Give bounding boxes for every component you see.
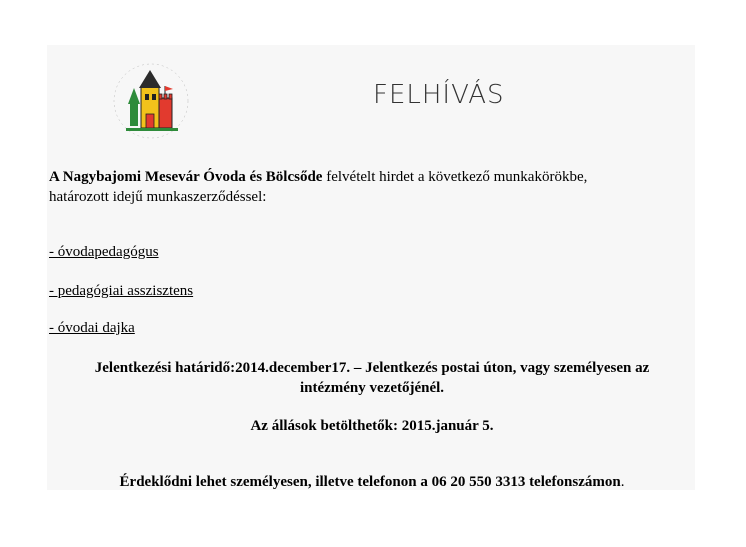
contact-period: . (620, 474, 625, 490)
position-item-dajka: - óvodai dajka (49, 320, 135, 336)
intro-text-2: határozott idejű munkaszerződéssel: (49, 189, 267, 205)
intro-paragraph (49, 167, 689, 207)
deadline-line-1: Jelentkezési határidő:2014.december17. – Jelentkezés postai úton, vagy személyesen az (94, 360, 650, 376)
page-title: FELHÍVÁS (373, 80, 505, 110)
position-item-asszisztens: - pedagógiai asszisztens (49, 283, 194, 299)
contact-paragraph (49, 472, 695, 492)
contact-text: Érdeklődni lehet személyesen, illetve telefonon a 06 20 550 3313 telefonszámon (119, 474, 621, 490)
deadline-paragraph (49, 358, 695, 398)
deadline-line-2: intézmény vezetőjénél. (299, 380, 445, 396)
castle-logo-icon (108, 58, 194, 144)
start-date-text: Az állások betölthetők: 2015.január 5. (250, 418, 494, 434)
organization-name: A Nagybajomi Mesevár Óvoda és Bölcsőde (49, 169, 323, 185)
intro-text-1: felvételt hirdet a következő munkakörökbe, (322, 169, 588, 185)
position-item-ovodapedagogus: - óvodapedagógus (49, 244, 159, 260)
